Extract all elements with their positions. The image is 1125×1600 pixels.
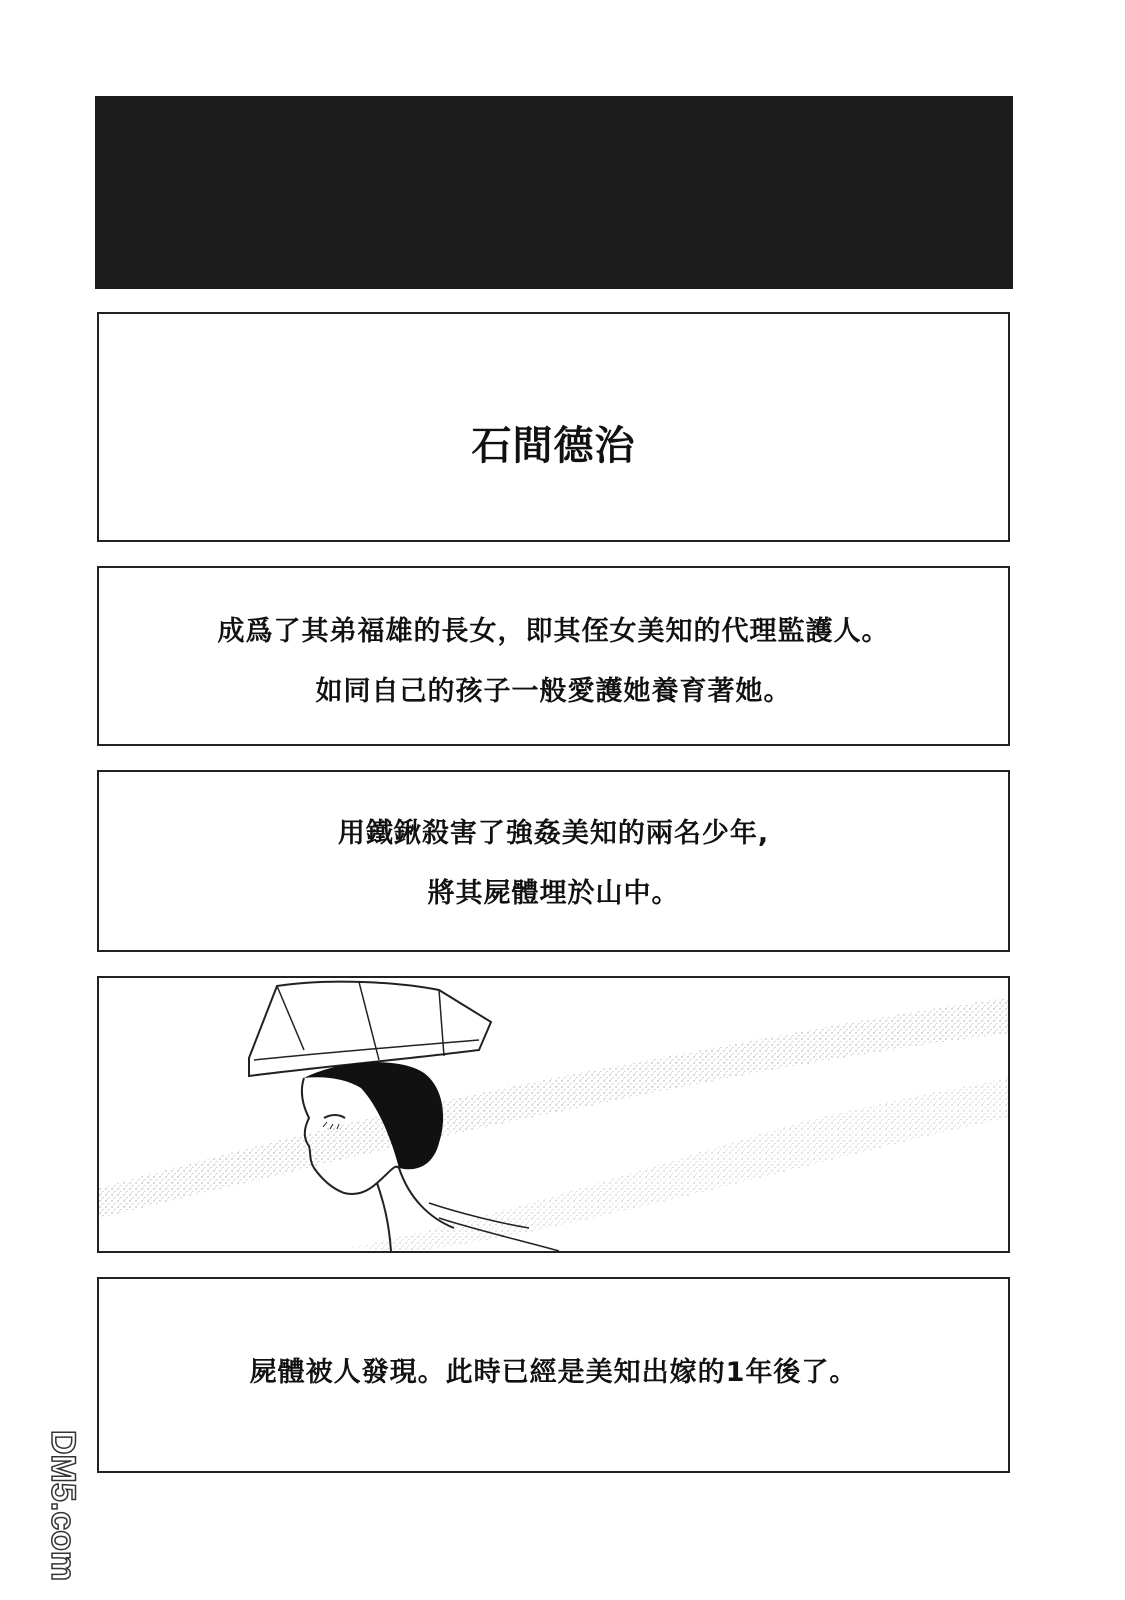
watermark-text: DM5.com	[44, 1430, 82, 1582]
caption-panel-guardian	[97, 566, 1010, 746]
illustration-panel	[97, 976, 1010, 1253]
black-panel	[95, 96, 1013, 289]
character-name: 石間德治	[471, 423, 636, 469]
caption-line: 成爲了其弟福雄的長女，即其侄女美知的代理監護人。	[217, 616, 890, 647]
dm5-watermark-logo	[12, 1420, 82, 1582]
name-panel	[97, 312, 1010, 542]
caption-line: 將其屍體埋於山中。	[427, 878, 680, 909]
caption-panel-discovery	[97, 1277, 1010, 1473]
caption-line: 如同自己的孩子一般愛護她養育著她。	[315, 676, 792, 707]
caption-line: 用鐵鍬殺害了強姦美知的兩名少年,	[337, 818, 770, 849]
bride-illustration	[99, 978, 1008, 1251]
caption-panel-murder	[97, 770, 1010, 952]
caption-line: 屍體被人發現。此時已經是美知出嫁的1年後了。	[249, 1357, 858, 1388]
